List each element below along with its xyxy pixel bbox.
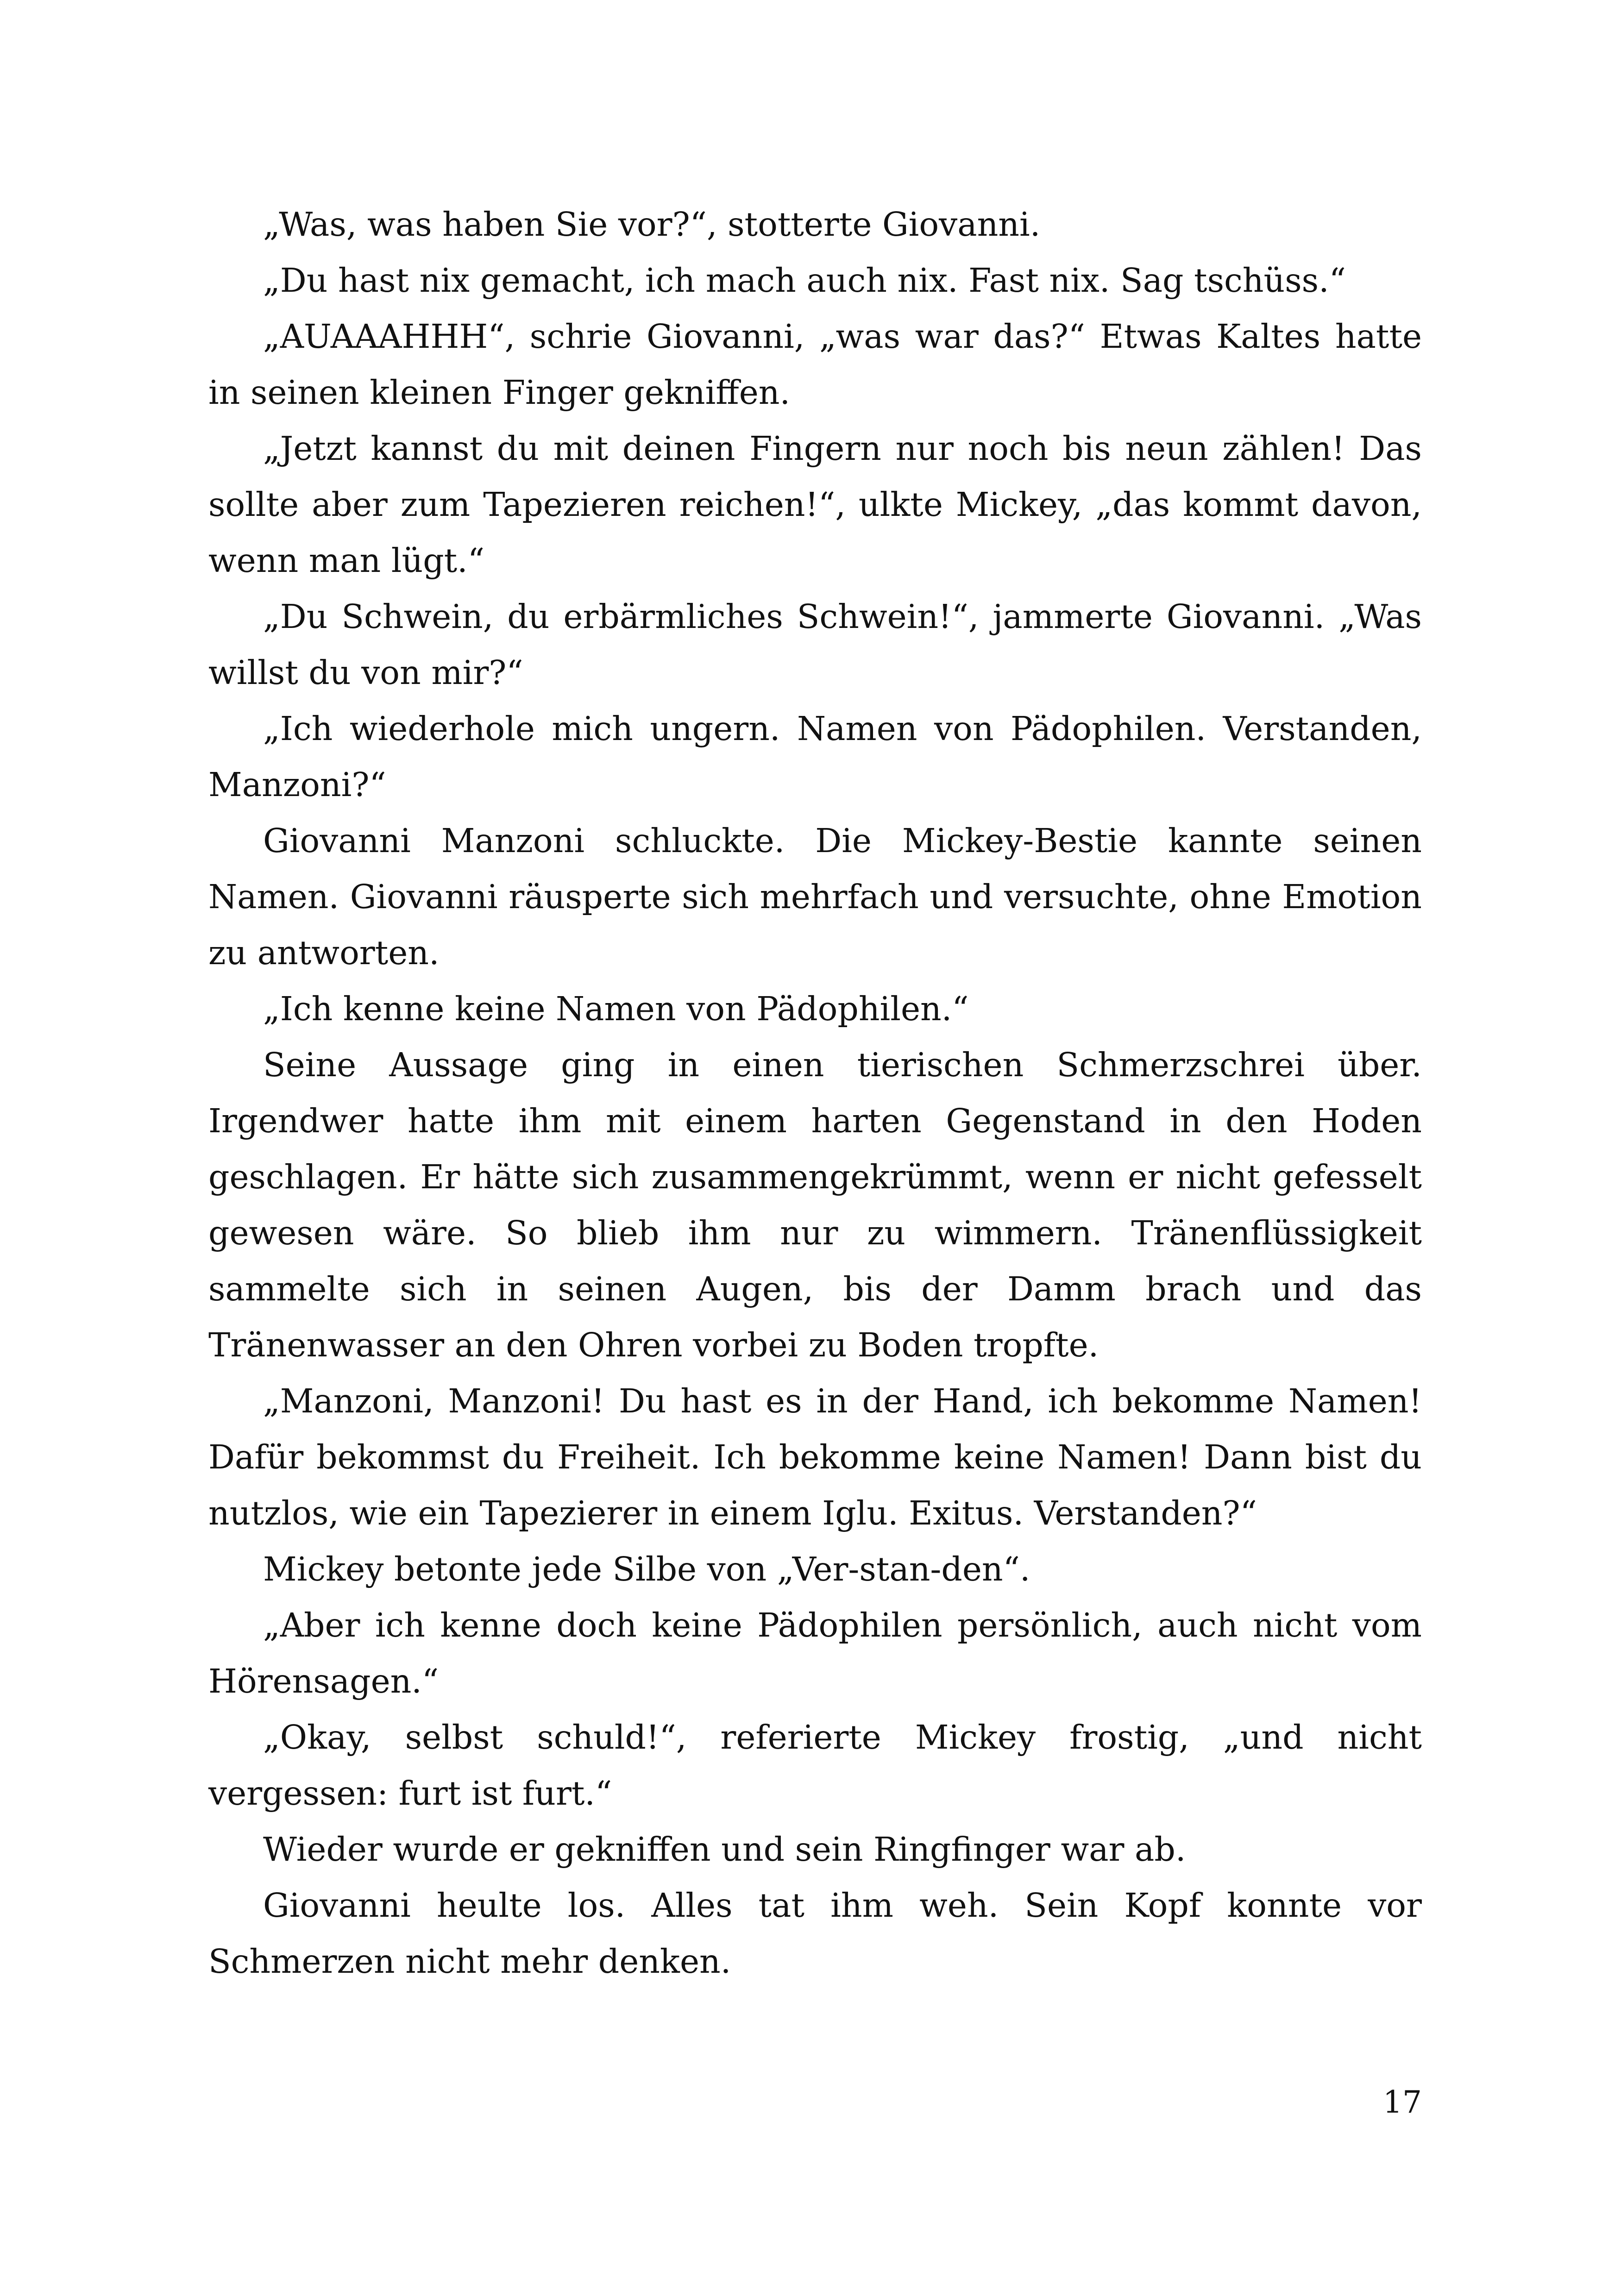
paragraph: „Ich wiederhole mich ungern. Namen von Pädophilen. Verstanden, Manzoni?“	[208, 709, 1422, 804]
paragraph: „Manzoni, Manzoni! Du hast es in der Hand, ich bekomme Namen! Dafür bekommst du Freiheit. Ich bekomme keine Namen! Dann bist du nutzlos, wie ein Tapezierer in einem Iglu. Exitus. Verstanden?“	[208, 1382, 1422, 1532]
paragraph: „Okay, selbst schuld!“, referierte Mickey frostig, „und nicht vergessen: furt ist furt.“	[208, 1718, 1422, 1813]
paragraph: Seine Aussage ging in einen tierischen Schmerzschrei über. Irgendwer hatte ihm mit einem harten Gegenstand in den Hoden geschlagen. Er hätte sich zusammengekrümmt, wenn er nicht gefesselt gewesen wäre. So blieb ihm nur zu wimmern. Tränenflüssigkeit sammelte sich in seinen Augen, bis der Damm brach und das Tränenwasser an den Ohren vorbei zu Boden tropfte.	[208, 1046, 1422, 1364]
paragraph: „Was, was haben Sie vor?“, stotterte Giovanni.	[263, 205, 1041, 244]
paragraph: Mickey betonte jede Silbe von „Ver-stan-den“.	[263, 1550, 1030, 1588]
paragraph: „Ich kenne keine Namen von Pädophilen.“	[263, 990, 969, 1028]
body-text	[208, 196, 1422, 1989]
paragraph: „Du hast nix gemacht, ich mach auch nix. Fast nix. Sag tschüss.“	[263, 261, 1346, 300]
paragraph: Giovanni Manzoni schluckte. Die Mickey-Bestie kannte seinen Namen. Giovanni räusperte sich mehrfach und versuchte, ohne Emotion zu antworten.	[208, 822, 1422, 972]
paragraph: Giovanni heulte los. Alles tat ihm weh. Sein Kopf konnte vor Schmerzen nicht mehr denken.	[208, 1886, 1422, 1981]
paragraph: „Aber ich kenne doch keine Pädophilen persönlich, auch nicht vom Hörensagen.“	[208, 1606, 1422, 1700]
paragraph: Wieder wurde er gekniffen und sein Ringfinger war ab.	[263, 1830, 1186, 1869]
paragraph: „Du Schwein, du erbärmliches Schwein!“, jammerte Giovanni. „Was willst du von mir?“	[208, 597, 1422, 692]
page-number: 17	[1383, 2084, 1422, 2120]
paragraph: „Jetzt kannst du mit deinen Fingern nur noch bis neun zählen! Das sollte aber zum Tapezieren reichen!“, ulkte Mickey, „das kommt davon, wenn man lügt.“	[208, 429, 1422, 580]
paragraph: „AUAAAHHH“, schrie Giovanni, „was war das?“ Etwas Kaltes hatte in seinen kleinen Finger gekniffen.	[208, 317, 1422, 412]
